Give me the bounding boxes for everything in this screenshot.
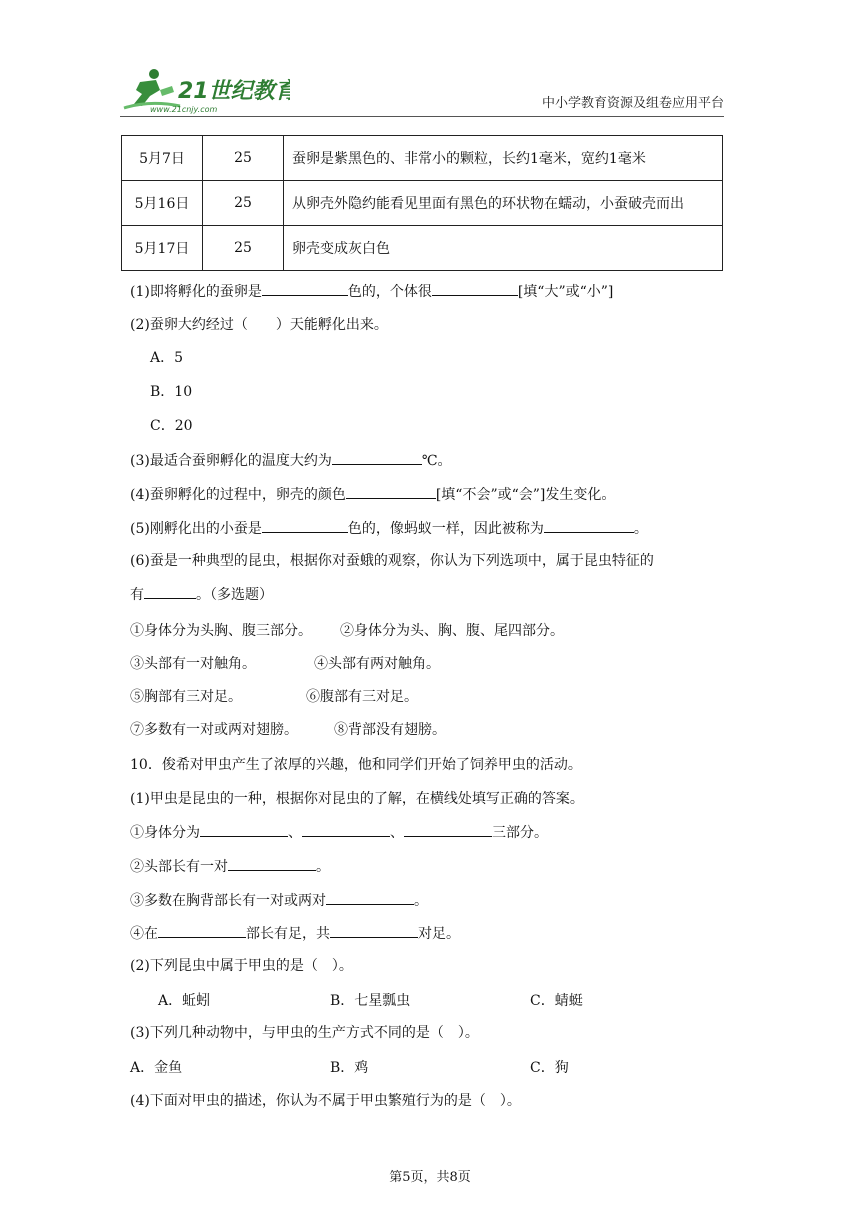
answer-blank[interactable] — [326, 890, 414, 905]
choice[interactable]: ⑦多数有一对或两对翅膀。 — [130, 722, 298, 738]
page-header — [120, 62, 724, 117]
q9-part6: (6)蚕是一种典型的昆虫，根据你对蚕蛾的观察，你认为下列选项中，属于昆虫特征的 — [130, 553, 654, 569]
option-c[interactable]: C．20 — [150, 418, 193, 434]
text: (1)即将孵化的蚕卵是 — [130, 284, 262, 300]
date-cell: 5月17日 — [122, 226, 203, 271]
text: 三部分。 — [492, 825, 548, 841]
desc-cell: 蚕卵是紫黑色的、非常小的颗粒，长约1毫米，宽约1毫米 — [284, 136, 723, 181]
option-b[interactable]: B．七星瓢虫 — [330, 993, 411, 1009]
text: 。 — [316, 859, 330, 875]
q9-part4 — [130, 484, 615, 505]
text: 色的，个体很 — [347, 284, 432, 300]
q10-part1-3 — [130, 890, 428, 911]
text: 有 — [130, 587, 144, 603]
text: ②头部长有一对 — [130, 859, 228, 875]
answer-blank[interactable] — [262, 281, 348, 296]
q9-part5 — [130, 518, 648, 539]
option-a[interactable]: A．蚯蚓 — [158, 993, 211, 1009]
table-row — [122, 226, 723, 271]
answer-blank[interactable] — [432, 281, 518, 296]
option-b[interactable]: B．10 — [150, 384, 193, 400]
desc-cell: 卵壳变成灰白色 — [284, 226, 723, 271]
logo-url: www.21cnjy.com — [150, 105, 218, 114]
date-cell: 5月16日 — [122, 181, 203, 226]
answer-blank[interactable] — [544, 518, 634, 533]
text: ③多数在胸背部长有一对或两对 — [130, 893, 326, 909]
choice[interactable]: ⑧背部没有翅膀。 — [334, 722, 446, 738]
text: 、 — [390, 825, 404, 841]
choice[interactable]: ⑤胸部有三对足。 — [130, 689, 242, 705]
q9-part6-cont — [130, 584, 273, 605]
q9-part2: (2)蚕卵大约经过（ ）天能孵化出来。 — [130, 317, 388, 333]
answer-blank[interactable] — [332, 450, 422, 465]
option-a[interactable]: A．金鱼 — [130, 1060, 183, 1076]
text: [填“大”或“小”] — [517, 284, 614, 300]
text: (3)最适合蚕卵孵化的温度大约为 — [130, 453, 332, 469]
text: 部长有足，共 — [246, 926, 330, 942]
q10-part2: (2)下列昆虫中属于甲虫的是（ ）。 — [130, 958, 353, 974]
choice[interactable]: ②身体分为头、胸、腹、尾四部分。 — [340, 623, 564, 639]
answer-blank[interactable] — [228, 856, 316, 871]
text: ④在 — [130, 926, 158, 942]
text: [填“不会”或“会”]发生变化。 — [435, 487, 616, 503]
table-row — [122, 136, 723, 181]
text: (4)蚕卵孵化的过程中，卵壳的颜色 — [130, 487, 346, 503]
text: 。（多选题） — [196, 587, 273, 603]
q10-part1-4 — [130, 923, 460, 944]
q9-part1 — [130, 281, 613, 302]
table-row — [122, 181, 723, 226]
platform-name: 中小学教育资源及组卷应用平台 — [541, 96, 724, 111]
choice[interactable]: ③头部有一对触角。 — [130, 656, 256, 672]
answer-blank[interactable] — [158, 923, 246, 938]
q9-part3 — [130, 450, 452, 471]
desc-cell: 从卵壳外隐约能看见里面有黑色的环状物在蠕动，小蚕破壳而出 — [284, 181, 723, 226]
text: ①身体分为 — [130, 825, 200, 841]
option-a[interactable]: A．5 — [150, 350, 184, 366]
q10-part1-1 — [130, 822, 548, 843]
q10-part1-2 — [130, 856, 330, 877]
text: 对足。 — [418, 926, 460, 942]
observation-table — [121, 135, 723, 271]
temp-cell: 25 — [203, 226, 284, 271]
text: (5)刚孵化出的小蚕是 — [130, 521, 262, 537]
logo-text: 21世纪教育 — [178, 79, 290, 104]
answer-blank[interactable] — [200, 822, 288, 837]
page-number: 第5页，共8页 — [389, 1170, 471, 1185]
answer-blank[interactable] — [346, 484, 436, 499]
date-cell: 5月7日 — [122, 136, 203, 181]
q10-part3: (3)下列几种动物中，与甲虫的生产方式不同的是（ ）。 — [130, 1025, 479, 1041]
text: 、 — [288, 825, 302, 841]
text: 色的，像蚂蚁一样，因此被称为 — [347, 521, 544, 537]
q10-part4: (4)下面对甲虫的描述，你认为不属于甲虫繁殖行为的是（ ）。 — [130, 1093, 521, 1109]
text: 。 — [633, 521, 648, 537]
choice[interactable]: ⑥腹部有三对足。 — [306, 689, 418, 705]
temp-cell: 25 — [203, 136, 284, 181]
answer-blank[interactable] — [404, 822, 492, 837]
text: ℃。 — [421, 453, 452, 469]
answer-blank[interactable] — [262, 518, 348, 533]
q10-title: 10．俊希对甲虫产生了浓厚的兴趣，他和同学们开始了饲养甲虫的活动。 — [130, 757, 582, 773]
answer-blank[interactable] — [330, 923, 418, 938]
q10-part1: (1)甲虫是昆虫的一种，根据你对昆虫的了解，在横线处填写正确的答案。 — [130, 791, 584, 807]
temp-cell: 25 — [203, 181, 284, 226]
brand-logo — [120, 66, 290, 114]
text: 。 — [414, 893, 428, 909]
option-b[interactable]: B．鸡 — [330, 1060, 369, 1076]
choice[interactable]: ④头部有两对触角。 — [314, 656, 440, 672]
choice[interactable]: ①身体分为头胸、腹三部分。 — [130, 623, 312, 639]
runner-logo-icon — [120, 66, 290, 114]
option-c[interactable]: C．狗 — [530, 1060, 569, 1076]
option-c[interactable]: C．蜻蜓 — [530, 993, 583, 1009]
answer-blank[interactable] — [302, 822, 390, 837]
answer-blank[interactable] — [144, 584, 196, 599]
